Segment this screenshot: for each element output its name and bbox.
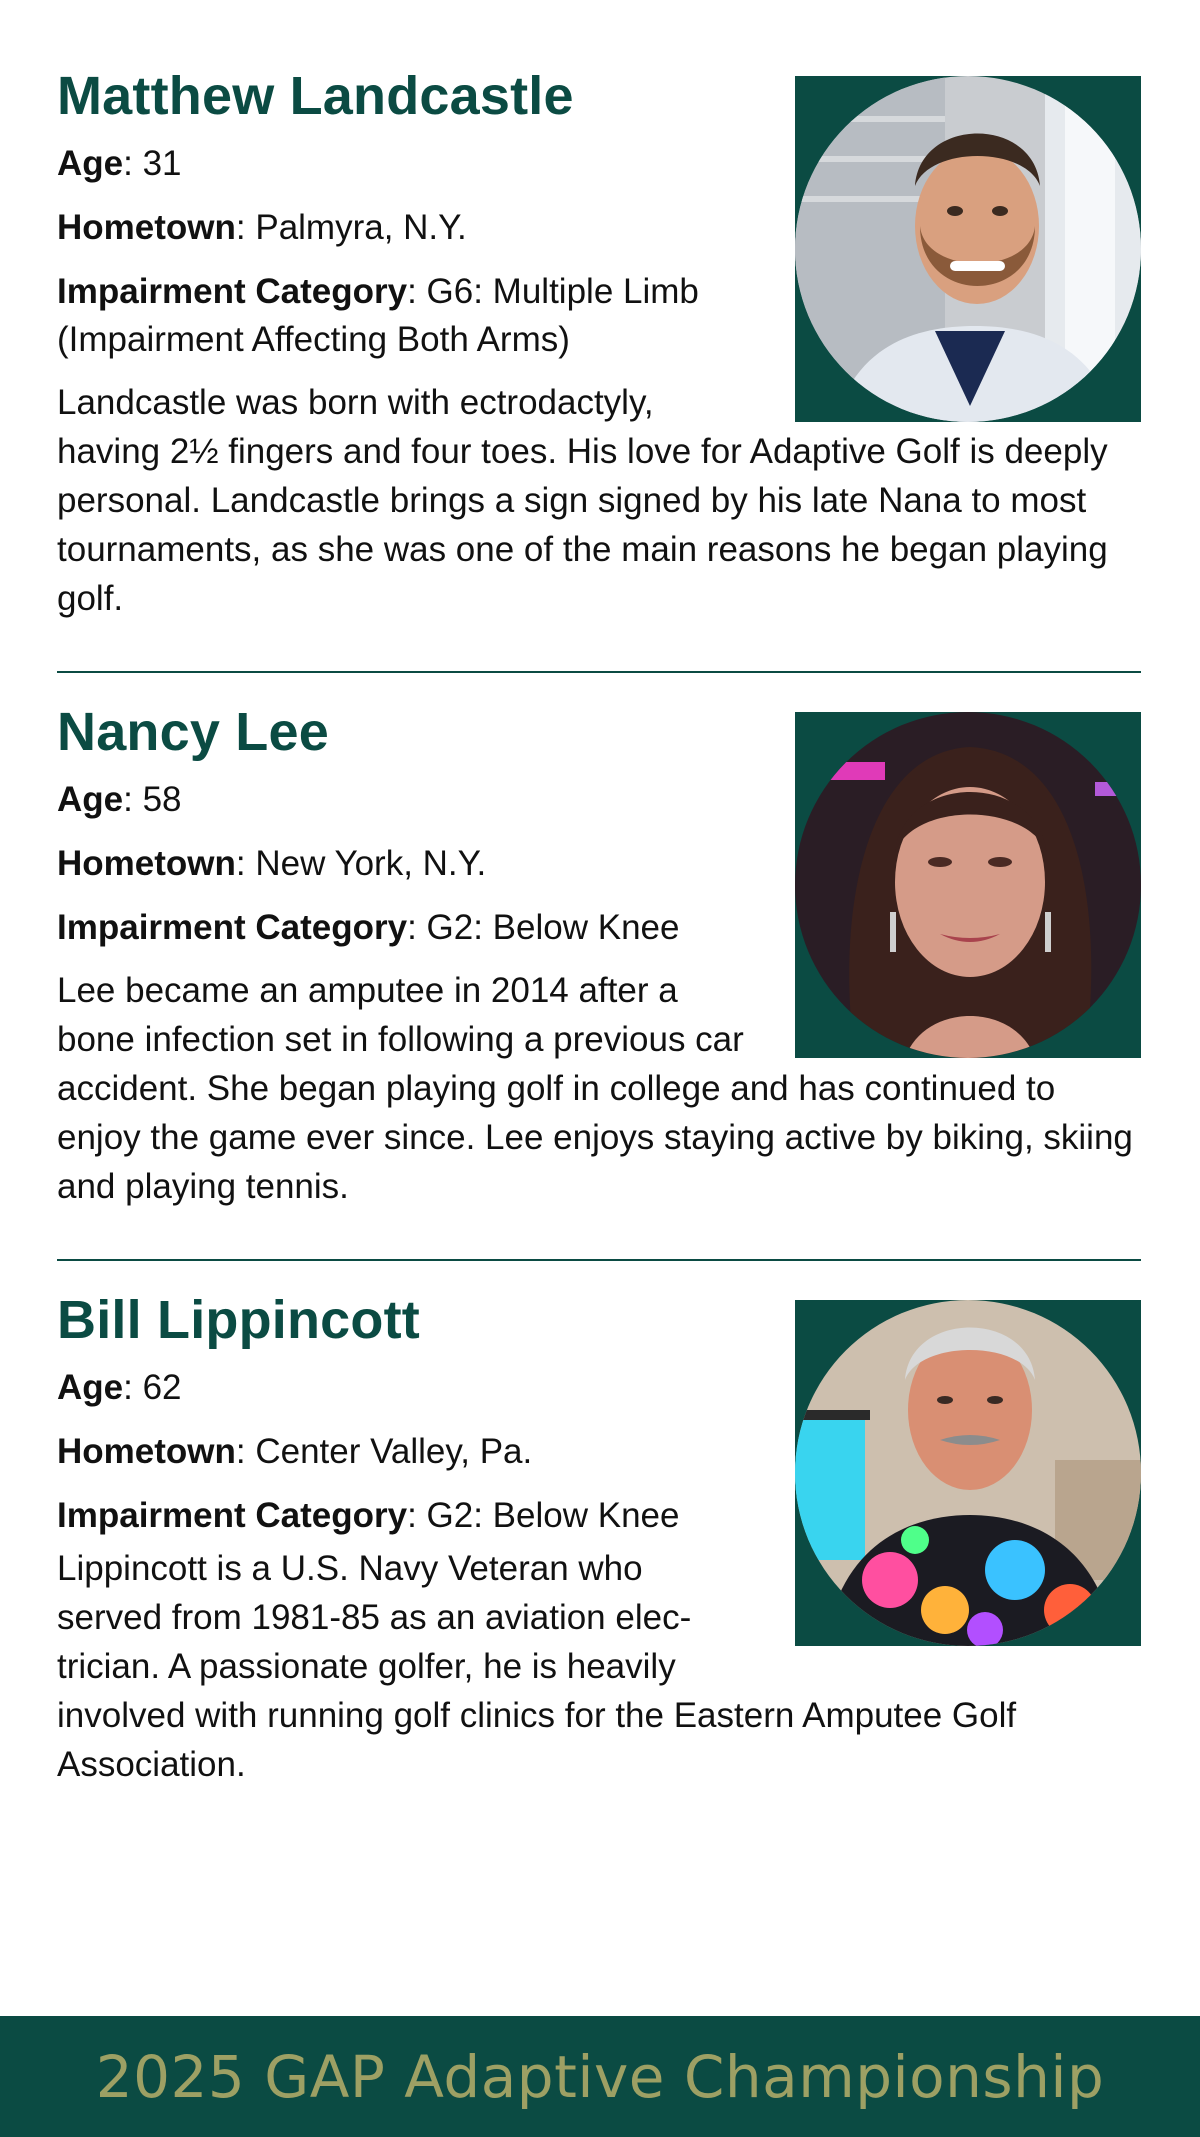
profile-bill-lippincott <box>57 1286 1141 1789</box>
athlete-bio: Landcastle was born with ectrodactyly, having 2½ fingers and four toes. His love for Adaptive Golf is deeply personal. Landcastle brings a sign signed by his late Nana to most tournaments, as she was one of the main reasons he began playing golf. <box>57 383 1108 618</box>
impairment-value: G6: Multiple Limb <box>426 272 699 311</box>
athlete-name: Bill Lippincott <box>57 1290 420 1350</box>
athlete-name: Matthew Landcastle <box>57 66 574 126</box>
age-value: 31 <box>142 144 182 183</box>
age-value: 58 <box>142 780 182 819</box>
age-label: Age <box>57 1368 124 1407</box>
separator: : <box>235 208 256 247</box>
portrait-photo <box>795 712 1141 1058</box>
impairment-value: G2: Below Knee <box>426 1496 680 1535</box>
hometown-label: Hometown <box>57 844 236 883</box>
age-label: Age <box>57 780 124 819</box>
portrait-frame <box>795 76 1141 422</box>
impairment-label: Impairment Category <box>57 908 408 947</box>
section-divider <box>57 1259 1141 1261</box>
separator: : <box>235 1432 256 1471</box>
hometown-value: Center Valley, Pa. <box>255 1432 533 1471</box>
separator: : <box>123 1368 143 1407</box>
hometown-label: Hometown <box>57 1432 236 1471</box>
age-label: Age <box>57 144 124 183</box>
portrait-photo <box>795 76 1141 422</box>
event-title: 2025 GAP Adaptive Championship <box>95 2042 1105 2111</box>
portrait-photo <box>795 1300 1141 1646</box>
athlete-name: Nancy Lee <box>57 702 329 762</box>
age-value: 62 <box>142 1368 182 1407</box>
footer-banner <box>0 2016 1200 2137</box>
separator: : <box>123 780 143 819</box>
hometown-value: New York, N.Y. <box>255 844 487 883</box>
separator: : <box>407 272 427 311</box>
portrait-frame <box>795 1300 1141 1646</box>
impairment-detail: (Impairment Affecting Both Arms) <box>57 320 570 359</box>
hometown-label: Hometown <box>57 208 236 247</box>
section-divider <box>57 671 1141 673</box>
impairment-label: Impairment Category <box>57 272 408 311</box>
separator: : <box>235 844 256 883</box>
profile-matthew-landcastle <box>57 62 1141 623</box>
separator: : <box>407 1496 427 1535</box>
athlete-bio: Lee became an amputee in 2014 after a bone infection set in following a previous car accident. She began playing golf in college and has continued to enjoy the game ever since. Lee enjoys staying active by biking, skiing and playing tennis. <box>57 971 1133 1206</box>
separator: : <box>123 144 143 183</box>
separator: : <box>407 908 427 947</box>
athlete-bio: Lippincott is a U.S. Navy Veteran who served from 1981-85 as an aviation electrician. A passionate golfer, he is heavily involved with running golf clinics for the Eastern Amputee Golf Association. <box>57 1549 1017 1784</box>
impairment-label: Impairment Category <box>57 1496 408 1535</box>
portrait-frame <box>795 712 1141 1058</box>
hometown-value: Palmyra, N.Y. <box>255 208 467 247</box>
impairment-value: G2: Below Knee <box>426 908 680 947</box>
profile-nancy-lee <box>57 698 1141 1211</box>
